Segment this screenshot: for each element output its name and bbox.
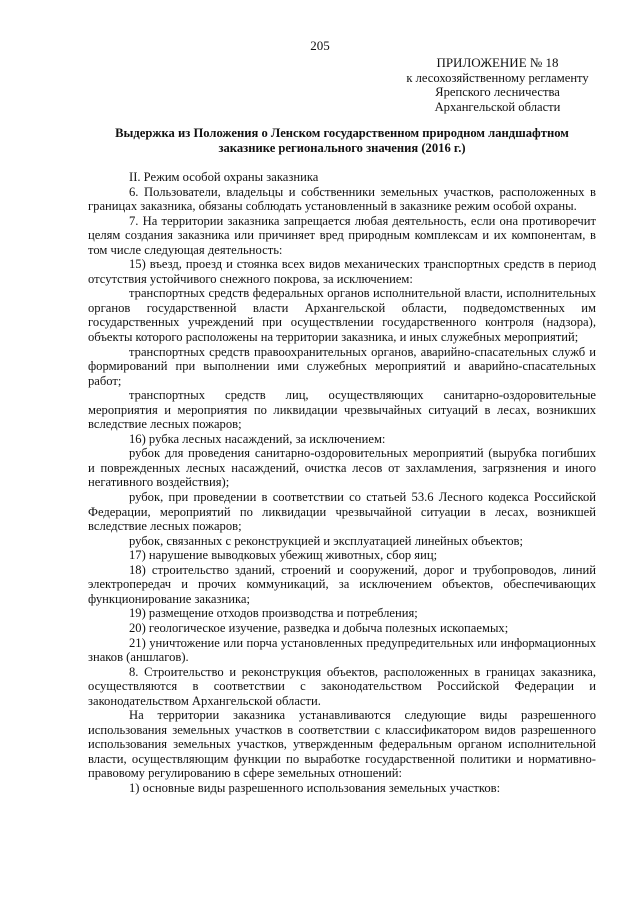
- paragraph: 17) нарушение выводковых убежищ животных, сбор яиц;: [129, 548, 438, 563]
- paragraph: 16) рубка лесных насаждений, за исключением:: [129, 431, 386, 446]
- paragraph: 1) основные виды разрешенного использования земельных участков:: [129, 780, 501, 795]
- paragraph: транспортных средств правоохранительных органов, аварийно-спасательных служб и формирований при выполнении ими служебных мероприятий и аварийно-спасательных работ;: [88, 344, 596, 388]
- body-text: [88, 170, 596, 796]
- appendix-number: ПРИЛОЖЕНИЕ № 18: [436, 55, 559, 70]
- paragraph: транспортных средств лиц, осуществляющих санитарно-оздоровительные мероприятия и мероприятия по ликвидации чрезвычайных ситуаций в лесах, возникших вследствие лесных пожаров;: [88, 388, 596, 432]
- title-line-2: заказнике регионального значения (2016 г.): [218, 141, 466, 155]
- paragraph: 6. Пользователи, владельцы и собственники земельных участков, расположенных в границах заказника, обязаны соблюдать установленный в заказнике режим особой охраны.: [88, 184, 596, 214]
- appendix-forestry: Ярепского лесничества: [435, 85, 560, 100]
- document-title: [96, 126, 588, 156]
- paragraph: На территории заказника устанавливаются следующие виды разрешенного использования земельных участков в соответствии с классификатором видов разрешенного использования земельных участков, утвержденным федеральным органом исполнительной власти, осуществляющим функции по выработке государственной политики и нормативно-правовому регулированию в сфере земельных отношений:: [88, 708, 596, 781]
- paragraph: 7. На территории заказника запрещается любая деятельность, если она противоречит целям создания заказника или причиняет вред природным комплексам и их компонентам, в том числе следующая деятельность:: [88, 213, 596, 257]
- page-number: 205: [310, 38, 330, 53]
- paragraph: 8. Строительство и реконструкция объектов, расположенных в границах заказника, осуществляются в соответствии с законодательством Российской Федерации и законодательством Архангельской области.: [88, 664, 596, 708]
- paragraph: рубок для проведения санитарно-оздоровительных мероприятий (вырубка погибших и поврежденных лесных насаждений, очистка лесов от захламления, загрязнения и иного негативного воздействия);: [88, 446, 596, 490]
- appendix-header: [390, 56, 605, 114]
- paragraph: 21) уничтожение или порча установленных предупредительных или информационных знаков (аншлагов).: [88, 635, 596, 665]
- paragraph: транспортных средств федеральных органов исполнительной власти, исполнительных органов государственной власти Архангельской области, подведомственных им государственных учреждений при осуществлении государственного контроля (надзора), объекты которого расположены на территории заказника, и иных служебных мероприятий;: [88, 286, 596, 345]
- paragraph: 15) въезд, проезд и стоянка всех видов механических транспортных средств в период отсутствия устойчивого снежного покрова, за исключением:: [88, 257, 596, 286]
- paragraph: 18) строительство зданий, строений и сооружений, дорог и трубопроводов, линий электропередач и прочих коммуникаций, за исключением объектов, обеспечивающих функционирование заказника;: [88, 562, 596, 606]
- appendix-region: Архангельской области: [434, 99, 561, 114]
- paragraph: рубок, при проведении в соответствии со статьей 53.6 Лесного кодекса Российской Федерации, мероприятий по ликвидации чрезвычайной ситуации в лесах, возникшей вследствие лесных пожаров;: [88, 490, 596, 534]
- appendix-regulation: к лесохозяйственному регламенту: [406, 70, 589, 85]
- title-line-1: Выдержка из Положения о Ленском государственном природном ландшафтном: [115, 126, 569, 140]
- paragraph: рубок, связанных с реконструкцией и эксплуатацией линейных объектов;: [129, 533, 523, 548]
- section-heading: II. Режим особой охраны заказника: [129, 170, 319, 184]
- paragraph: 20) геологическое изучение, разведка и добыча полезных ископаемых;: [129, 620, 509, 635]
- paragraph: 19) размещение отходов производства и потребления;: [129, 606, 418, 621]
